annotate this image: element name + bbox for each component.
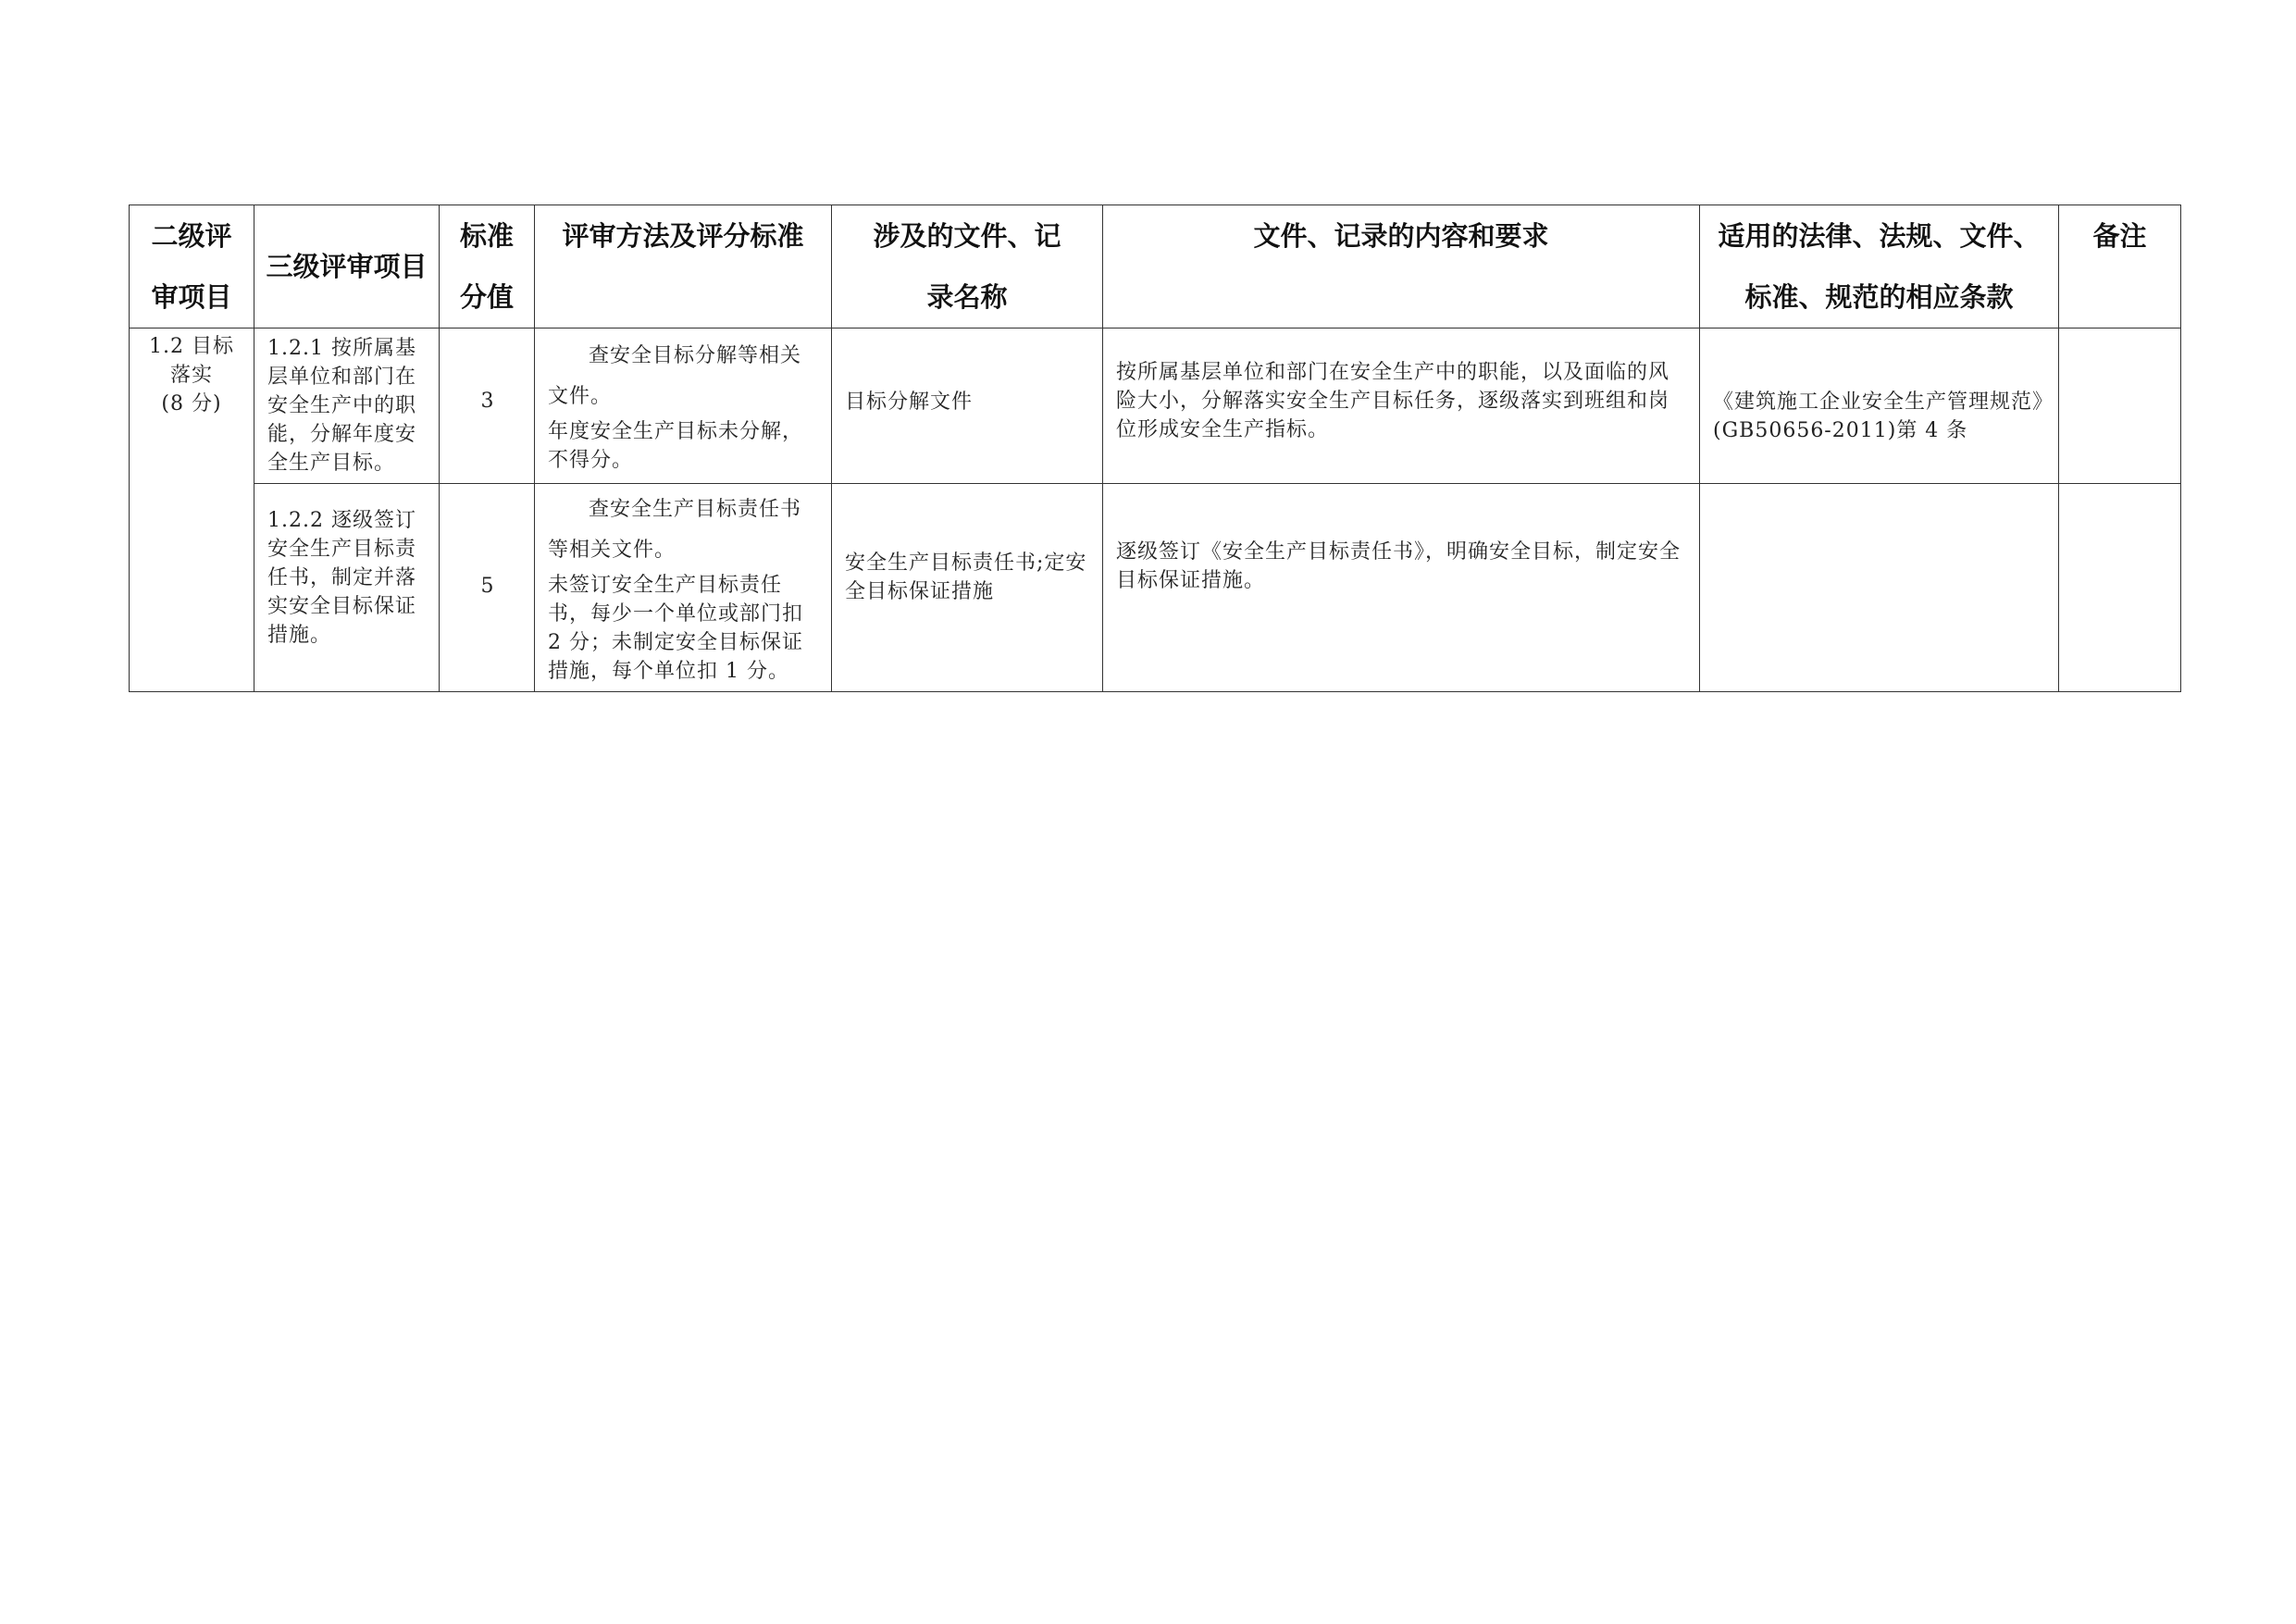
group-title-line1: 1.2 目标 <box>149 335 234 358</box>
header-method-text: 评审方法及评分标准 <box>562 220 804 252</box>
method-rule: 年度安全生产目标未分解，不得分。 <box>548 420 804 472</box>
item-cell <box>254 484 440 692</box>
group-title-line2: 落实 <box>169 364 213 387</box>
table-row <box>130 484 2181 692</box>
table-row <box>130 329 2181 484</box>
content-text: 逐级签订《安全生产目标责任书》，明确安全目标，制定安全目标保证措施。 <box>1116 540 1682 592</box>
method-check: 查安全生产目标责任书等相关文件。 <box>548 498 802 562</box>
header-files <box>832 205 1103 329</box>
header-level2-line1: 二级评 <box>151 220 232 252</box>
laws-text: 《建筑施工企业安全生产管理规范》(GB50656-2011)第 4 条 <box>1713 391 2044 442</box>
evaluation-table <box>129 205 2181 692</box>
content-text: 按所属基层单位和部门在安全生产中的职能，以及面临的风险大小，分解落实安全生产目标任务，逐级落实到班组和岗位形成安全生产指标。 <box>1116 361 1670 441</box>
header-content <box>1103 205 1700 329</box>
score-value: 5 <box>480 575 495 598</box>
header-score-line2: 分值 <box>459 281 514 313</box>
laws-text <box>1700 484 2058 495</box>
method-cell <box>535 329 832 484</box>
method-check: 查安全目标分解等相关文件。 <box>548 344 802 408</box>
item-cell <box>254 329 440 484</box>
header-row <box>130 205 2181 329</box>
group-points: (8 分) <box>161 392 222 415</box>
remark-text <box>2059 484 2180 495</box>
header-remark <box>2059 205 2181 329</box>
files-text: 安全生产目标责任书;定安全目标保证措施 <box>845 552 1087 603</box>
header-files-line2: 录名称 <box>926 281 1008 313</box>
method-cell <box>535 484 832 692</box>
item-text: 1.2.2 逐级签订安全生产目标责任书，制定并落实安全目标保证措施。 <box>267 509 417 647</box>
header-laws <box>1700 205 2059 329</box>
item-text: 1.2.1 按所属基层单位和部门在安全生产中的职能，分解年度安全生产目标。 <box>267 337 417 475</box>
header-files-line1: 涉及的文件、记 <box>873 220 1061 252</box>
header-level3 <box>254 205 440 329</box>
score-cell <box>440 484 535 692</box>
header-remark-text: 备注 <box>2092 220 2147 252</box>
header-level3-text: 三级评审项目 <box>266 251 428 282</box>
group-cell <box>130 329 254 692</box>
remark-cell <box>2059 329 2181 484</box>
content-cell <box>1103 484 1700 692</box>
header-score-line1: 标准 <box>459 220 514 252</box>
files-cell <box>832 329 1103 484</box>
method-rule: 未签订安全生产目标责任书，每少一个单位或部门扣 2 分；未制定安全目标保证措施，每个单位扣 1 分。 <box>548 574 804 683</box>
remark-text <box>2059 329 2180 340</box>
header-level2 <box>130 205 254 329</box>
header-score <box>440 205 535 329</box>
score-cell <box>440 329 535 484</box>
files-text: 目标分解文件 <box>845 391 974 414</box>
header-level2-line2: 审项目 <box>151 281 232 313</box>
content-cell <box>1103 329 1700 484</box>
laws-cell <box>1700 329 2059 484</box>
score-value: 3 <box>480 390 495 413</box>
files-cell <box>832 484 1103 692</box>
header-content-text: 文件、记录的内容和要求 <box>1253 220 1549 252</box>
laws-cell <box>1700 484 2059 692</box>
remark-cell <box>2059 484 2181 692</box>
header-laws-line1: 适用的法律、法规、文件、 <box>1718 220 2041 252</box>
header-method <box>535 205 832 329</box>
header-laws-line2: 标准、规范的相应条款 <box>1744 281 2014 313</box>
